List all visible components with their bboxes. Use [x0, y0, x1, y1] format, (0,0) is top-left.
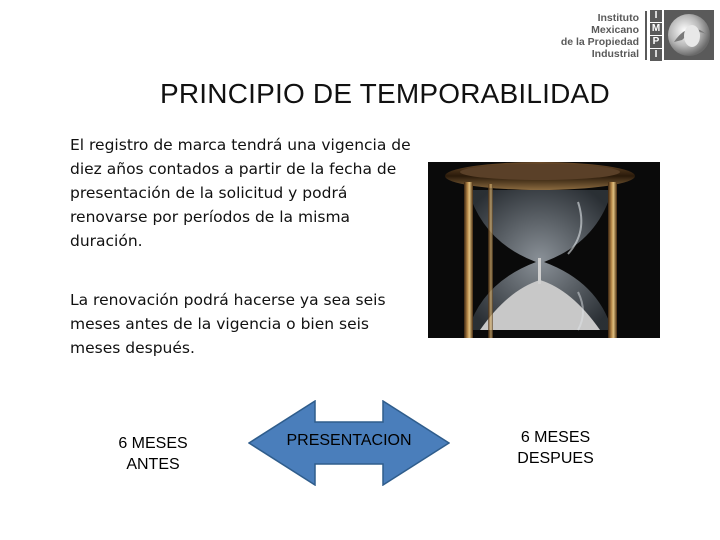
label-line: DESPUES: [517, 450, 594, 467]
label-6-meses-antes: [98, 433, 208, 475]
impi-emblem-icon: [664, 10, 714, 60]
logo-line: de la Propiedad: [560, 36, 639, 48]
paragraph-renovacion: La renovación podrá hacerse ya sea seis meses antes de la vigencia o bien seis meses después.: [70, 291, 386, 357]
label-6-meses-despues: [498, 427, 613, 469]
logo-letter: I: [650, 49, 662, 61]
logo-letter: M: [651, 23, 661, 34]
paragraph-vigencia: El registro de marca tendrá una vigencia de diez años contados a partir de la fecha de presentación de la solicitud y podrá renovarse por períodos de la misma duración.: [70, 136, 411, 250]
logo-letters: [650, 10, 662, 62]
slide-title: PRINCIPIO DE TEMPORABILIDAD: [160, 78, 610, 109]
label-line: 6 MESES: [118, 435, 188, 452]
impi-logo: [555, 10, 715, 62]
logo-letter: P: [650, 36, 662, 48]
logo-line: Instituto: [597, 12, 639, 24]
label-line: ANTES: [126, 456, 180, 473]
logo-line: Mexicano: [591, 24, 639, 36]
arrow-label-presentacion: PRESENTACION: [286, 432, 412, 449]
label-line: 6 MESES: [520, 429, 591, 446]
logo-divider: [645, 11, 647, 60]
hourglass-photo: [428, 162, 660, 338]
logo-text: [561, 12, 639, 60]
logo-line: Industrial: [591, 48, 639, 60]
logo-letter: I: [650, 10, 662, 22]
